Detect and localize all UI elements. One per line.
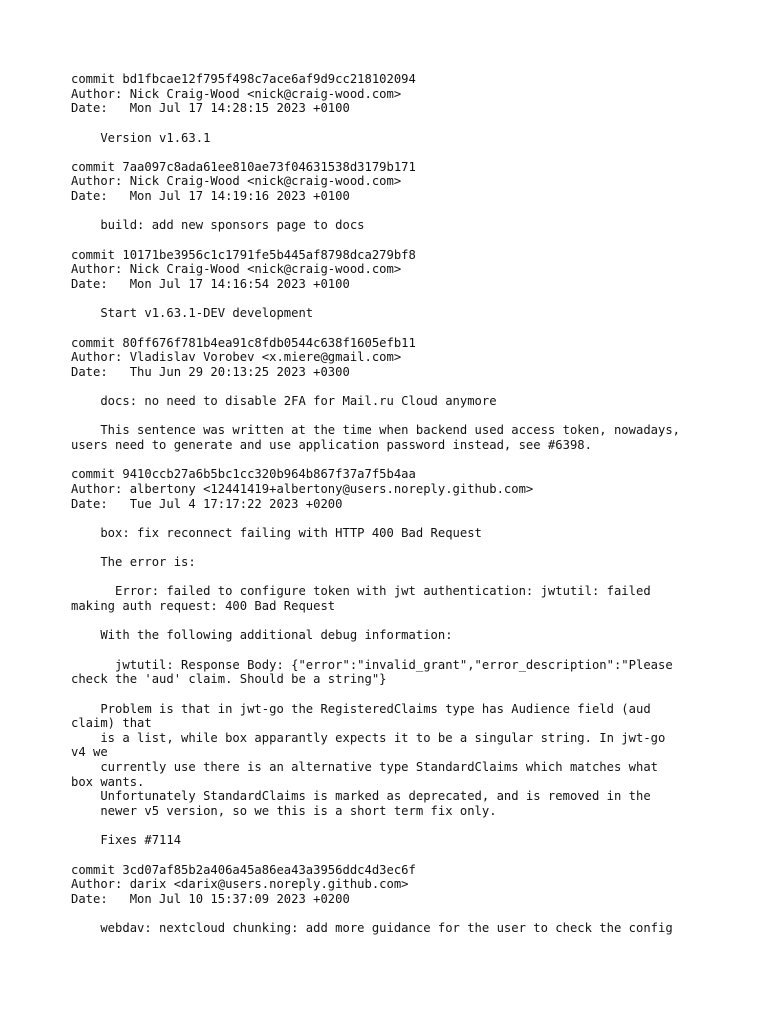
commit-date: Date: Mon Jul 17 14:28:15 2023 +0100 (71, 101, 350, 116)
spacer (71, 848, 711, 863)
commit-date: Date: Thu Jun 29 20:13:25 2023 +0300 (71, 364, 350, 379)
commit-author: Author: darix <darix@users.noreply.github.com> (71, 877, 409, 892)
commit-message-line: making auth request: 400 Bad Request (71, 599, 336, 614)
commit-date: Date: Mon Jul 17 14:19:16 2023 +0100 (71, 189, 350, 204)
commit-message-line: build: add new sponsors page to docs (71, 218, 365, 233)
spacer (71, 321, 711, 336)
spacer (71, 233, 711, 248)
commit-message-line: This sentence was written at the time when backend used access token, nowadays, (71, 423, 681, 438)
commit-message-line (71, 687, 711, 702)
commit-entry (71, 336, 711, 468)
commit-author: Author: Nick Craig-Wood <nick@craig-wood.com> (71, 262, 402, 277)
commit-message-line (71, 819, 711, 834)
commit-date: Date: Tue Jul 4 17:17:22 2023 +0200 (71, 496, 343, 511)
commit-date: Date: Mon Jul 10 15:37:09 2023 +0200 (71, 891, 350, 906)
commit-message-line: Version v1.63.1 (71, 130, 211, 145)
commit-message-line: Fixes #7114 (71, 833, 182, 848)
commit-message-line: box wants. (71, 774, 145, 789)
commit-entry (71, 467, 711, 862)
commit-message-line: Error: failed to configure token with jwt authentication: jwtutil: failed (71, 584, 651, 599)
commit-message-line: With the following additional debug information: (71, 628, 453, 643)
commit-message-line: Unfortunately StandardClaims is marked as deprecated, and is removed in the (71, 789, 651, 804)
commit-message-line: users need to generate and use application password instead, see #6398. (71, 438, 592, 453)
commit-author: Author: albertony <12441419+albertony@users.noreply.github.com> (71, 481, 534, 496)
commit-hash: commit 7aa097c8ada61ee810ae73f04631538d3179b171 (71, 159, 416, 174)
commit-author: Author: Nick Craig-Wood <nick@craig-wood.com> (71, 174, 402, 189)
commit-entry (71, 248, 711, 336)
commit-date: Date: Mon Jul 17 14:16:54 2023 +0100 (71, 276, 350, 291)
spacer (71, 379, 711, 394)
spacer (71, 116, 711, 131)
commit-message-line: jwtutil: Response Body: {"error":"invalid_grant","error_description":"Please (71, 657, 673, 672)
spacer (71, 907, 711, 922)
commit-message-line (71, 409, 711, 424)
commit-message-line: currently use there is an alternative type StandardClaims which matches what (71, 760, 658, 775)
commit-message-line: Start v1.63.1-DEV development (71, 306, 314, 321)
commit-entry (71, 863, 711, 936)
commit-entry (71, 72, 711, 160)
commit-log (71, 72, 711, 936)
commit-message-line: docs: no need to disable 2FA for Mail.ru Cloud anymore (71, 394, 497, 409)
spacer (71, 145, 711, 160)
commit-message-line: webdav: nextcloud chunking: add more guidance for the user to check the config (71, 921, 673, 936)
commit-entry (71, 160, 711, 248)
commit-message-line: Problem is that in jwt-go the RegisteredClaims type has Audience field (aud (71, 701, 651, 716)
commit-message-line: check the 'aud' claim. Should be a string"} (71, 672, 387, 687)
commit-hash: commit bd1fbcae12f795f498c7ace6af9d9cc218102094 (71, 72, 416, 86)
commit-message-line (71, 541, 711, 556)
commit-message-line: The error is: (71, 555, 196, 570)
commit-message-line (71, 614, 711, 629)
commit-message-line: claim) that (71, 716, 152, 731)
commit-message-line: is a list, while box apparantly expects it to be a singular string. In jwt-go (71, 730, 666, 745)
commit-message-line: newer v5 version, so we this is a short term fix only. (71, 804, 497, 819)
commit-hash: commit 3cd07af85b2a406a45a86ea43a3956ddc4d3ec6f (71, 862, 416, 877)
commit-hash: commit 9410ccb27a6b5bc1cc320b964b867f37a7f5b4aa (71, 467, 416, 482)
spacer (71, 511, 711, 526)
spacer (71, 292, 711, 307)
commit-message-line: v4 we (71, 745, 108, 760)
commit-message-line: box: fix reconnect failing with HTTP 400 Bad Request (71, 525, 482, 540)
spacer (71, 204, 711, 219)
commit-message-line (71, 570, 711, 585)
spacer (71, 453, 711, 468)
commit-hash: commit 80ff676f781b4ea91c8fdb0544c638f1605efb11 (71, 335, 416, 350)
commit-author: Author: Nick Craig-Wood <nick@craig-wood.com> (71, 86, 402, 101)
commit-hash: commit 10171be3956c1c1791fe5b445af8798dca279bf8 (71, 247, 416, 262)
commit-author: Author: Vladislav Vorobev <x.miere@gmail.com> (71, 350, 402, 365)
commit-message-line (71, 643, 711, 658)
